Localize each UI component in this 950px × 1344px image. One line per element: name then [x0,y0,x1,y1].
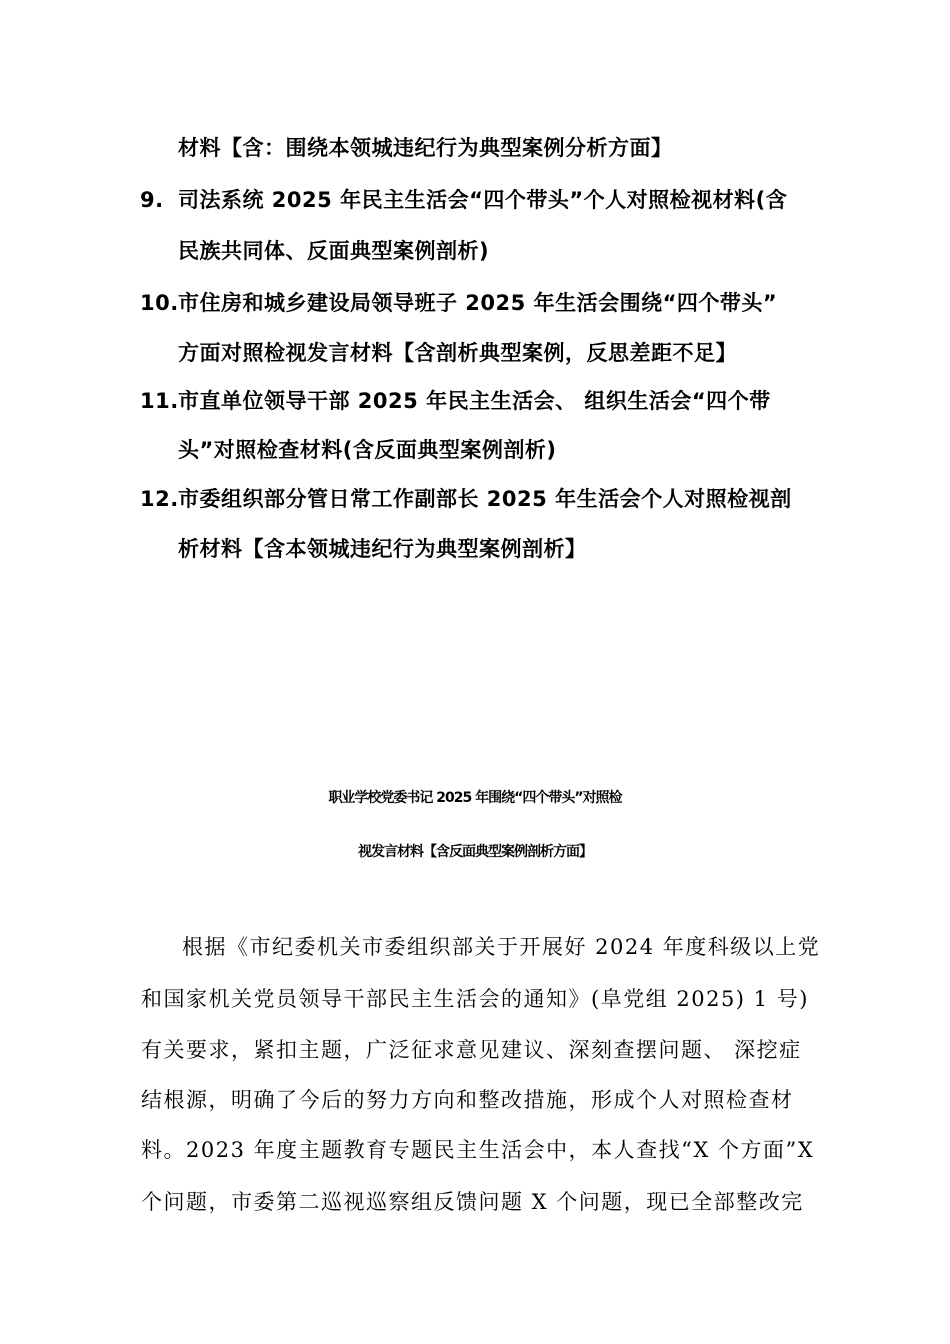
body-paragraph-line: 个问题，市委第二巡视巡察组反馈问题 X 个问题，现已全部整改完 [141,1190,804,1214]
toc-item-12-line2: 析材料【含本领城违纪行为典型案例剖析】 [178,537,587,561]
body-paragraph-line: 根据《市纪委机关市委组织部关于开展好 2024 年度科级以上党 [182,935,821,959]
toc-item-9 [140,185,787,215]
body-paragraph-line: 结根源，明确了今后的努力方向和整改措施，形成个人对照检查材 [141,1088,794,1112]
toc-item-10-line1: 市住房和城乡建设局领导班子 2025 年生活会围绕“四个带头” [178,291,778,315]
body-paragraph-line: 料。2023 年度主题教育专题民主生活会中，本人查找“X 个方面”X [141,1138,815,1162]
toc-item-9-line2: 民族共同体、反面典型案例剖析) [178,239,490,263]
toc-item-9-number: 9. [140,188,164,212]
toc-item-11 [140,386,771,416]
document-title-line1: 职业学校党委书记 2025 年围绕“四个带头”对照检 [328,790,622,806]
document-title-line2: 视发言材料【含反面典型案例剖析方面】 [358,844,592,860]
body-paragraph-line: 有关要求，紧扣主题，广泛征求意见建议、深刻查摆问题、 深挖症 [141,1038,802,1062]
toc-item-11-number: 11. [140,389,179,413]
toc-item-8-continuation: 材料【含：围绕本领城违纪行为典型案例分析方面】 [178,136,673,160]
toc-item-11-line2: 头”对照检查材料(含反面典型案例剖析) [178,438,557,462]
toc-item-9-line1: 司法系统 2025 年民主生活会“四个带头”个人对照检视材料(含 [178,188,788,212]
toc-item-10 [140,288,777,318]
toc-item-10-line2: 方面对照检视发言材料【含剖析典型案例，反思差距不足】 [178,341,737,365]
toc-item-12-number: 12. [140,487,179,511]
toc-item-12-line1: 市委组织部分管日常工作副部长 2025 年生活会个人对照检视剖 [178,487,792,511]
toc-item-10-number: 10. [140,291,179,315]
body-paragraph-line: 和国家机关党员领导干部民主生活会的通知》(阜党组 2025) 1 号) [141,987,809,1011]
toc-item-11-line1: 市直单位领导干部 2025 年民主生活会、 组织生活会“四个带 [178,389,771,413]
toc-item-12 [140,484,792,514]
